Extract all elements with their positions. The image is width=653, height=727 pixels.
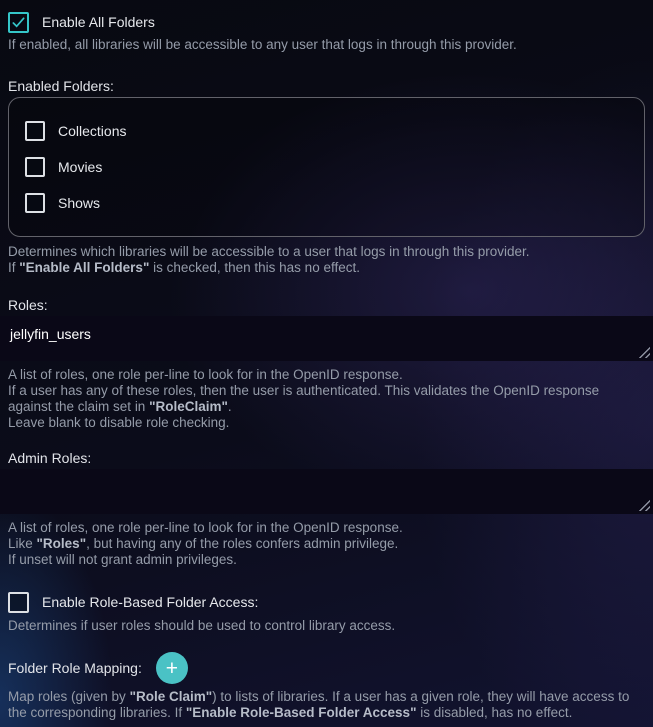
folder-role-mapping-label: Folder Role Mapping: xyxy=(8,660,142,676)
enable-all-folders-description: If enabled, all libraries will be accessible to any user that logs in through this provider. xyxy=(8,37,517,52)
enable-all-folders-label: Enable All Folders xyxy=(42,14,155,30)
enable-all-folders-checkbox[interactable] xyxy=(8,12,29,33)
enabled-folders-label: Enabled Folders: xyxy=(8,78,114,94)
roles-description-line2: If a user has any of these roles, then the user is authenticated. This validates the OpenID response against the claim set in "RoleClaim". xyxy=(8,383,600,414)
admin-roles-description-line1: A list of roles, one role per-line to look for in the OpenID response. xyxy=(8,520,403,535)
folder-option-shows[interactable] xyxy=(25,192,628,214)
folder-option-collections[interactable] xyxy=(25,120,628,142)
admin-roles-label: Admin Roles: xyxy=(8,450,92,466)
enable-role-based-folder-access-label: Enable Role-Based Folder Access: xyxy=(42,594,259,610)
plus-icon: + xyxy=(165,656,178,680)
admin-roles-description-line2: Like "Roles", but having any of the roles confers admin privilege. xyxy=(8,536,399,551)
movies-label: Movies xyxy=(58,159,103,175)
shows-label: Shows xyxy=(58,195,101,211)
enable-role-based-folder-access-checkbox[interactable] xyxy=(8,592,29,613)
collections-label: Collections xyxy=(58,123,127,139)
enabled-folders-description-line1: Determines which libraries will be accessible to a user that logs in through this provider. xyxy=(8,244,530,259)
folder-role-mapping-row xyxy=(8,652,645,684)
collections-checkbox[interactable] xyxy=(25,121,45,141)
roles-textarea-wrap xyxy=(0,316,653,361)
check-icon xyxy=(11,15,26,30)
roles-label: Roles: xyxy=(8,297,48,313)
enabled-folders-description xyxy=(8,244,645,276)
folder-option-movies[interactable] xyxy=(25,156,628,178)
roles-description xyxy=(8,367,645,431)
roles-description-line1: A list of roles, one role per-line to look for in the OpenID response. xyxy=(8,367,403,382)
folder-role-mapping-description: Map roles (given by "Role Claim") to lists of libraries. If a user has a given role, they will have access to the corresponding libraries. If "Enable Role-Based Folder Access" is disabled, has no effect. xyxy=(8,689,630,720)
admin-roles-description xyxy=(8,520,645,568)
enable-role-based-folder-access-description: Determines if user roles should be used to control library access. xyxy=(8,618,396,633)
enabled-folders-list xyxy=(8,97,645,237)
shows-checkbox[interactable] xyxy=(25,193,45,213)
enable-all-folders-row xyxy=(8,10,645,34)
enable-role-based-folder-access-row xyxy=(8,590,645,614)
admin-roles-description-line3: If unset will not grant admin privileges. xyxy=(8,552,237,567)
movies-checkbox[interactable] xyxy=(25,157,45,177)
enabled-folders-description-line2: If "Enable All Folders" is checked, then this has no effect. xyxy=(8,260,360,275)
admin-roles-textarea[interactable] xyxy=(0,469,653,514)
roles-description-line3: Leave blank to disable role checking. xyxy=(8,415,230,430)
admin-roles-textarea-wrap xyxy=(0,469,653,514)
roles-textarea[interactable] xyxy=(0,316,653,361)
add-folder-role-mapping-button[interactable] xyxy=(156,652,188,684)
